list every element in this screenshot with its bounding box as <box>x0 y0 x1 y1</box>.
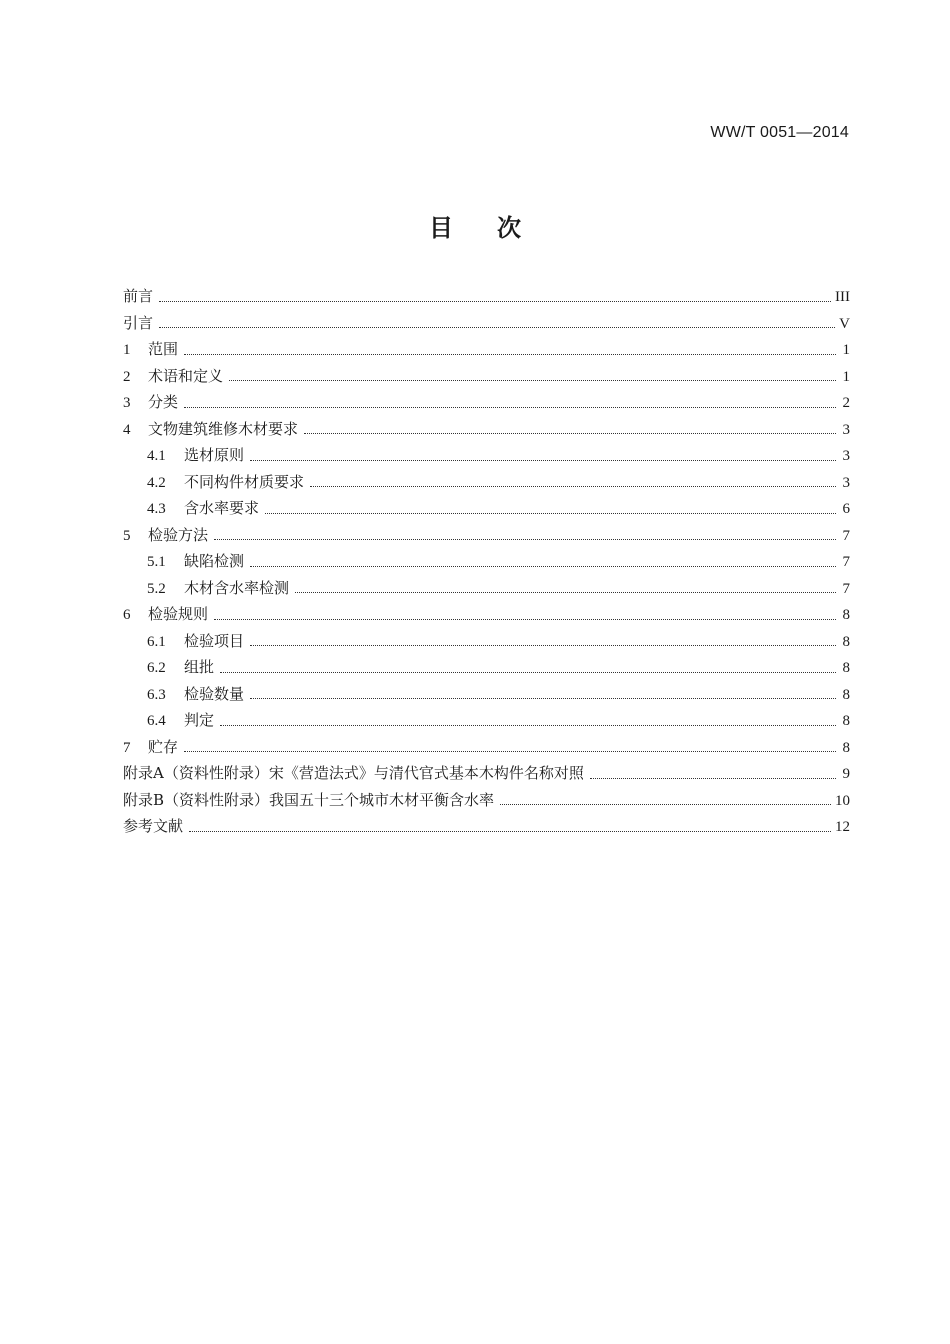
toc-label: 文物建筑维修木材要求 <box>148 419 299 438</box>
toc-leader-dots <box>184 751 836 752</box>
toc-entry-1[interactable] <box>123 338 850 365</box>
toc-page-number: 3 <box>842 448 850 464</box>
toc-entry-6-2[interactable] <box>123 656 850 683</box>
toc-leader-dots <box>214 619 836 620</box>
toc-entry-6-4[interactable] <box>123 709 850 736</box>
toc-leader-dots <box>500 804 831 805</box>
toc-entry-4-2[interactable] <box>123 471 850 498</box>
toc-entry-3[interactable] <box>123 391 850 418</box>
toc-page-number: 1 <box>842 342 850 358</box>
toc-leader-dots <box>590 778 836 779</box>
toc-leader-dots <box>250 698 836 699</box>
toc-page-number: 7 <box>842 527 850 544</box>
toc-page-number: 1 <box>842 368 850 385</box>
toc-entry-5-2[interactable] <box>123 577 850 604</box>
toc-label: 附录B（资料性附录）我国五十三个城市木材平衡含水率 <box>123 790 495 809</box>
toc-entry-introduction[interactable] <box>123 312 850 339</box>
toc-page-number: 2 <box>842 395 850 411</box>
toc-label: 检验数量 <box>184 684 245 703</box>
toc-label: 判定 <box>184 711 215 729</box>
toc-entry-6-1[interactable] <box>123 630 850 657</box>
toc-entry-4-3[interactable] <box>123 497 850 524</box>
toc-label: 检验方法 <box>148 525 209 544</box>
table-of-contents <box>123 285 850 842</box>
toc-leader-dots <box>250 566 836 567</box>
toc-label: 附录A（资料性附录）宋《营造法式》与清代官式基本木构件名称对照 <box>123 764 584 782</box>
toc-label: 不同构件材质要求 <box>184 472 305 491</box>
toc-entry-4-1[interactable] <box>123 444 850 471</box>
toc-section-number: 6.3 <box>147 686 166 703</box>
toc-section-number: 6.1 <box>147 633 166 650</box>
toc-label: 含水率要求 <box>184 499 260 517</box>
toc-section-number: 4 <box>123 421 131 438</box>
toc-label: 贮存 <box>148 737 179 756</box>
toc-page-number: 8 <box>842 739 850 756</box>
toc-section-number: 2 <box>123 368 131 385</box>
toc-section-number: 7 <box>123 739 131 756</box>
standard-code: WW/T 0051—2014 <box>710 124 849 141</box>
toc-entry-preface[interactable] <box>123 285 850 312</box>
toc-label: 木材含水率检测 <box>184 578 290 597</box>
toc-page-number: 10 <box>835 792 850 809</box>
toc-label: 引言 <box>123 313 154 332</box>
toc-leader-dots <box>265 513 836 514</box>
toc-leader-dots <box>184 354 836 355</box>
toc-page-number: 3 <box>842 474 850 491</box>
title-char-1: 目 <box>429 214 453 242</box>
toc-section-number: 6.2 <box>147 660 166 676</box>
toc-page-number: 8 <box>842 713 850 729</box>
toc-label: 组批 <box>184 658 215 676</box>
toc-section-number: 1 <box>123 342 131 358</box>
toc-entry-7[interactable] <box>123 736 850 763</box>
toc-page-number: 8 <box>842 660 850 676</box>
toc-page-number: 8 <box>842 607 850 623</box>
toc-section-number: 4.1 <box>147 448 166 464</box>
toc-label: 缺陷检测 <box>184 552 245 570</box>
toc-leader-dots <box>214 539 836 540</box>
toc-page-number: 6 <box>842 501 850 517</box>
toc-section-number: 4.3 <box>147 501 166 517</box>
toc-entry-references[interactable] <box>123 815 850 842</box>
toc-page-number: 7 <box>842 554 850 570</box>
toc-section-number: 5.2 <box>147 580 166 597</box>
toc-leader-dots <box>250 460 836 461</box>
toc-label: 选材原则 <box>184 446 245 464</box>
toc-entry-2[interactable] <box>123 365 850 392</box>
toc-leader-dots <box>295 592 836 593</box>
toc-leader-dots <box>220 725 836 726</box>
toc-entry-5-1[interactable] <box>123 550 850 577</box>
toc-leader-dots <box>184 407 836 408</box>
toc-page-number: 7 <box>842 580 850 597</box>
toc-page-number: 8 <box>842 686 850 703</box>
toc-section-number: 6 <box>123 607 131 623</box>
toc-label: 检验规则 <box>148 605 209 623</box>
toc-page-number: 3 <box>842 421 850 438</box>
toc-entry-6[interactable] <box>123 603 850 630</box>
toc-leader-dots <box>159 301 831 302</box>
toc-section-number: 4.2 <box>147 474 166 491</box>
toc-entry-6-3[interactable] <box>123 683 850 710</box>
toc-section-number: 3 <box>123 395 131 411</box>
toc-page-number: 8 <box>842 633 850 650</box>
toc-section-number: 5 <box>123 527 131 544</box>
toc-page-number: III <box>835 289 850 305</box>
toc-entry-5[interactable] <box>123 524 850 551</box>
toc-label: 范围 <box>148 340 179 358</box>
toc-section-number: 6.4 <box>147 713 166 729</box>
toc-leader-dots <box>250 645 836 646</box>
toc-entry-appendix-b[interactable] <box>123 789 850 816</box>
toc-page-number: V <box>839 315 850 332</box>
toc-page-number: 12 <box>835 819 850 835</box>
toc-section-number: 5.1 <box>147 554 166 570</box>
toc-leader-dots <box>189 831 831 832</box>
toc-leader-dots <box>220 672 836 673</box>
page-title <box>0 208 950 243</box>
toc-leader-dots <box>304 433 836 434</box>
toc-leader-dots <box>310 486 836 487</box>
toc-entry-appendix-a[interactable] <box>123 762 850 789</box>
toc-entry-4[interactable] <box>123 418 850 445</box>
toc-label: 检验项目 <box>184 631 245 650</box>
toc-label: 术语和定义 <box>148 366 224 385</box>
title-char-2: 次 <box>497 214 521 242</box>
toc-label: 参考文献 <box>123 817 184 835</box>
toc-leader-dots <box>229 380 836 381</box>
toc-label: 前言 <box>123 287 154 305</box>
toc-leader-dots <box>159 327 835 328</box>
toc-label: 分类 <box>148 393 179 411</box>
toc-page-number: 9 <box>842 766 850 782</box>
